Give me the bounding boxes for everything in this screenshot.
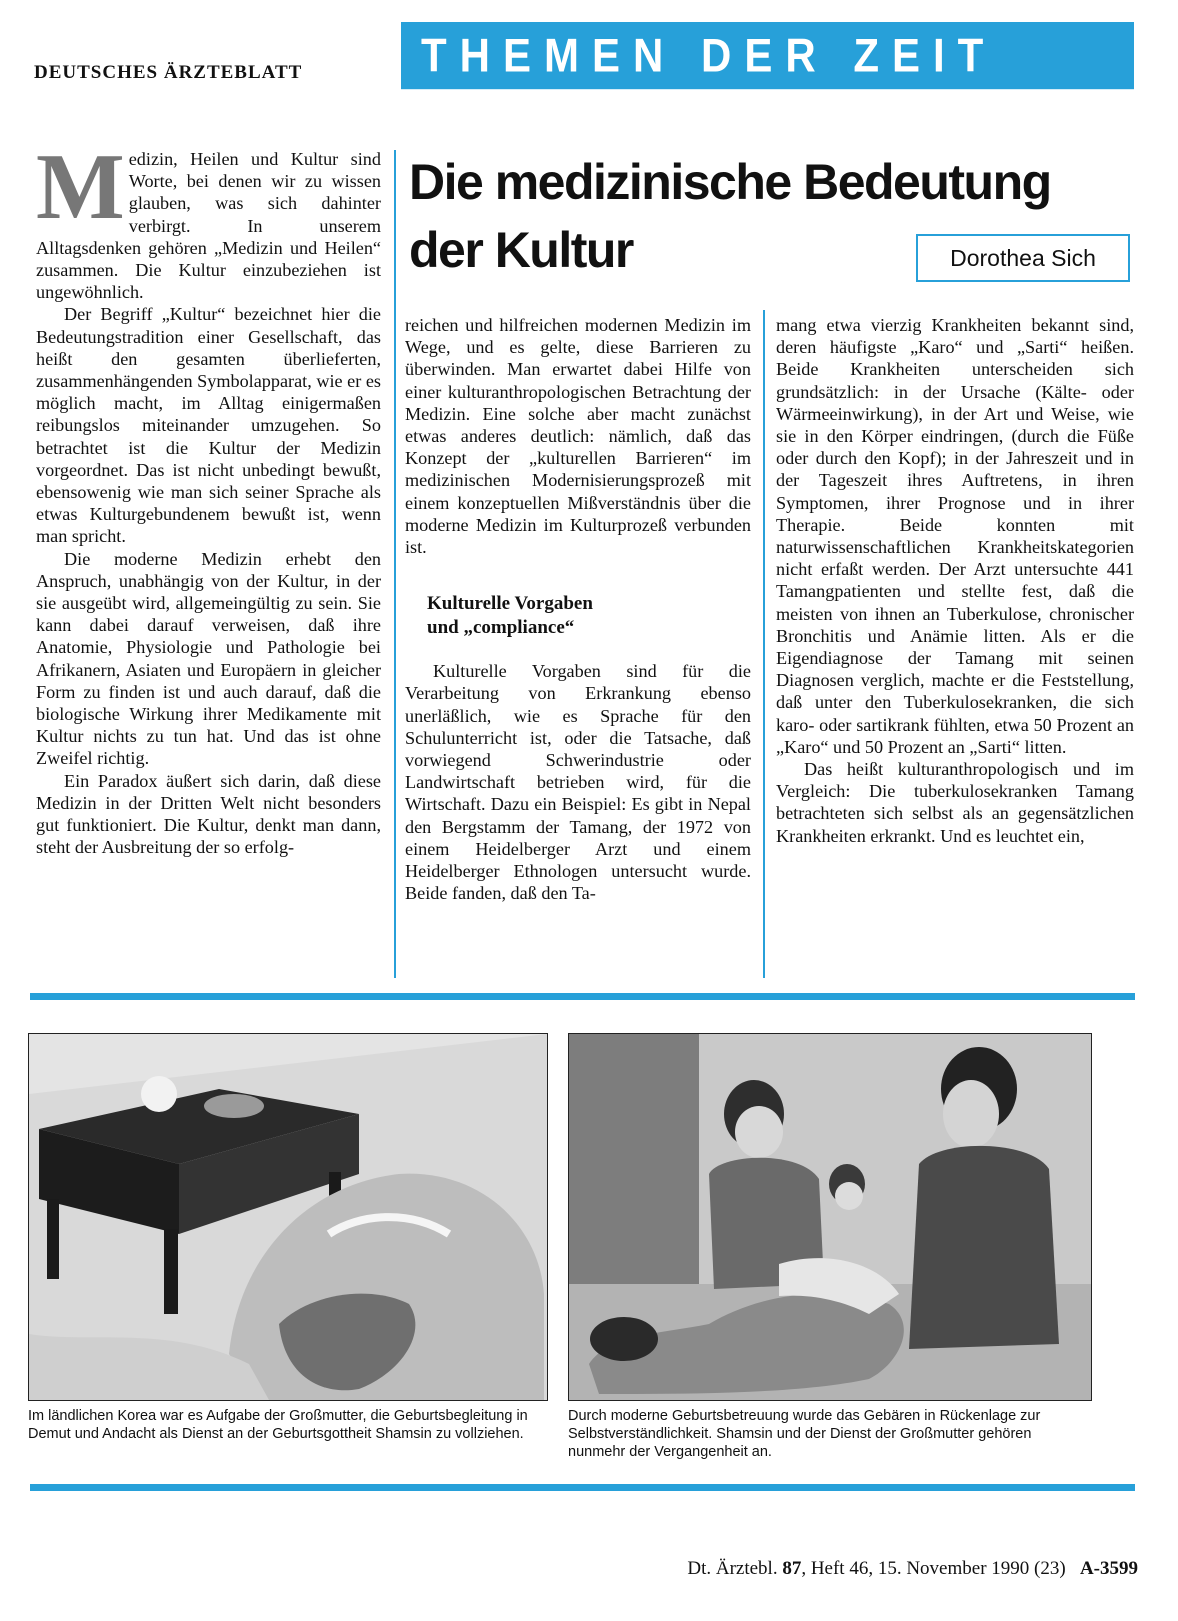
headline-line-1: Die medizinische Bedeutung bbox=[409, 154, 1051, 210]
paragraph: Kulturelle Vorgaben sind für die Verarbeitung von Erkrankung ebenso unerläßlich, wie es Sprache für den Schulunterricht ist, oder die Tatsache, daß vorwiegend Schwerindustrie oder Landwirtschaft betrieben wird, für die Wirtschaft. Dazu ein Beispiel: Es gibt in Nepal den Bergstamm der Tamang, der 1972 von einem Heidelberger Arzt und einem Heidelberger Ethnologen untersucht wurde. Beide fanden, daß den Ta- bbox=[405, 661, 751, 904]
divider-top bbox=[30, 993, 1135, 1000]
subheading-line-1: Kulturelle Vorgaben bbox=[427, 593, 593, 615]
headline-line-2: der Kultur bbox=[409, 222, 633, 278]
paragraph: Das heißt kulturanthropologisch und im Vergleich: Die tuberkulosekranken Tamang betrachteten sich selbst als an gegensätzlichen Krankheiten erkrankt. Und es leuchtet ein, bbox=[776, 759, 1134, 846]
paragraph: mang etwa vierzig Krankheiten bekannt sind, deren häufigste „Karo“ und „Sarti“ heißen. Beide Krankheiten unterscheiden sich grundsätzlich: in der Ursache (Kälte- oder Wärmeeinwirkung), in der Art und Weise, wie sie in den Körper eindringen, (durch die Füße oder durch den Kopf); in der Jahreszeit und in der Tageszeit ihres Auftretens, in ihren Symptomen, ihrer Prognose und in ihrer Therapie. Beide konnten mit naturwissenschaftlichen Krankheitskategorien nicht erfaßt werden. Der Arzt untersuchte 441 Tamangpatienten und stellte fest, daß die meisten von ihnen an Tuberkulose, chronischer Bronchitis und Anämie litten. Als er die Eigendiagnose der Tamang mit seinen Diagnosen verglich, machte er die Feststellung, daß unter den Tuberkulosekranken, die sich karo- oder sartikrank fühlten, etwa 50 Prozent an „Karo“ und 50 Prozent an „Sarti“ litten. bbox=[776, 315, 1134, 757]
footer-citation bbox=[687, 1558, 1138, 1580]
subheading-line-2: und „compliance“ bbox=[427, 617, 575, 639]
author-box: Dorothea Sich bbox=[916, 234, 1130, 282]
footer-volume: 87 bbox=[782, 1558, 802, 1579]
divider-bottom bbox=[30, 1484, 1135, 1491]
footer-issue: , Heft 46, 15. November 1990 (23) bbox=[801, 1558, 1066, 1579]
paragraph: Der Begriff „Kultur“ bezeichnet hier die Bedeutungstradition einer Gesellschaft, das heißt den gesamten überlieferten, zusammenhängenden Symbolapparat, wie er es möglich macht, im Alltag einigermaßen reibungslos miteinander umzugehen. So betrachtet ist die Kultur der Medizin vorgeordnet. Das ist nicht unbedingt bewußt, ebensowenig wie man sich seiner Sprache als etwas Kulturgebundenem bewußt ist, wenn man spricht. bbox=[36, 304, 381, 547]
paragraph: edizin, Heilen und Kultur sind Worte, bei denen wir zu wissen glauben, was sich dahinter verbirgt. In unserem Alltagsdenken gehören „Medizin und Heilen“ zusammen. Die Kultur einzubeziehen ist ungewöhnlich. bbox=[36, 149, 381, 303]
subheading bbox=[427, 592, 751, 640]
paragraph: Die moderne Medizin erhebt den Anspruch, unabhängig von der Kultur, in der sie ausgeübt wird, allgemeingültig zu sein. Sie kann dabei darauf verweisen, daß ihre Anatomie, Physiologie und Pathologie bei Afrikanern, Asiaten und Europäern in gleicher Form zu finden ist und auch darauf, daß die biologische Wirkung ihrer Medikamente mit Kultur nichts zu tun hat. Und das ist ohne Zweifel richtig. bbox=[36, 548, 381, 769]
masthead: DEUTSCHES ÄRZTEBLATT bbox=[34, 62, 303, 83]
photo-birth-scene bbox=[568, 1033, 1092, 1401]
caption-right: Durch moderne Geburtsbetreuung wurde das Gebären in Rückenlage zur Selbstverständlichkeit. Shamsin und der Dienst der Großmutter gehören nunmehr der Vergangenheit an. bbox=[568, 1408, 1041, 1460]
column-rule-2 bbox=[763, 310, 765, 978]
photo-grandmother-bowing bbox=[28, 1033, 548, 1401]
paragraph: Ein Paradox äußert sich darin, daß diese Medizin in der Dritten Welt nicht besonders gut funktioniert. Die Kultur, denkt man dann, steht der Ausbreitung der so erfolg- bbox=[36, 770, 381, 858]
text-column-1 bbox=[36, 135, 381, 859]
footer-page: A-3599 bbox=[1079, 1558, 1138, 1579]
caption-left: Im ländlichen Korea war es Aufgabe der Großmutter, die Geburtsbegleitung in Demut und Andacht als Dienst an der Geburtsgottheit Shamsin zu vollziehen. bbox=[28, 1408, 528, 1442]
text-column-3 bbox=[776, 314, 1134, 847]
section-banner: THEMEN DER ZEIT bbox=[401, 22, 1134, 89]
drop-cap: M bbox=[36, 135, 125, 239]
column-rule-1 bbox=[394, 150, 396, 978]
paragraph: reichen und hilfreichen modernen Medizin im Wege, und es gelte, diese Barrieren zu überwinden. Man erwartet dabei Hilfe von einer kulturanthropologischen Betrachtung der Medizin. Eine solche aber macht zunächst etwas anderes deutlich: nämlich, daß das Konzept der „kulturellen Barrieren“ im medizinischen Modernisierungsprozeß mit einem konzeptuellen Mißverständnis über die moderne Medizin im Kulturprozeß verbunden ist. bbox=[405, 315, 751, 558]
text-column-2 bbox=[405, 314, 751, 904]
footer-journal: Dt. Ärztebl. bbox=[687, 1558, 778, 1579]
